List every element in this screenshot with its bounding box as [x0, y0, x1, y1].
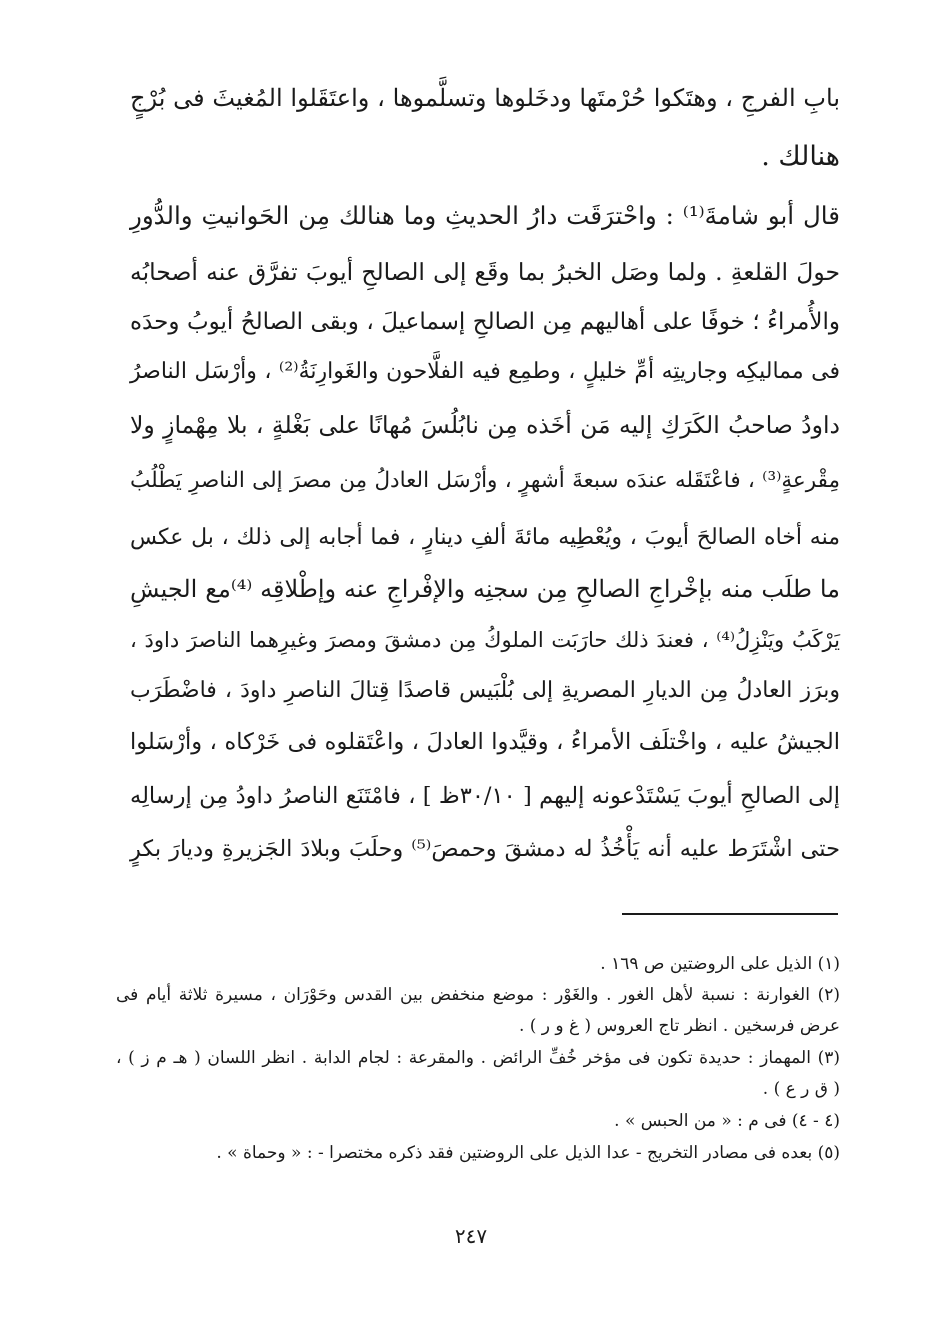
- body-line: إلى الصالحِ أيوبَ يَسْتَدْعونه إليهم [ ٣٠/١٠ظ ] ، فامْتَنَع الناصرُ داودُ مِن إرسالِه: [130, 783, 840, 809]
- footnote-line: (٤ - ٤) فى م : « من الحبس » .: [614, 1111, 840, 1131]
- body-line: والأُمراءُ ؛ خوفًا على أهاليهم مِن الصالحِ إسماعيلَ ، وبقى الصالحُ أيوبُ وحدَه: [130, 309, 840, 335]
- body-line: مِقْرعةٍ⁽³⁾ ، فاعْتَقَله عندَه سبعةَ أشهرٍ ، وأرْسَل العادلُ مِن مصرَ إلى الناصرِ يَطْلُبُ: [130, 468, 840, 493]
- body-line: قال أبو شامةَ⁽¹⁾ : واحْترَقَت دارُ الحديثِ وما هنالك مِن الحَوانيتِ والدُّورِ: [130, 201, 840, 230]
- footnote-line: (٣) المهماز : حديدة تكون فى مؤخر خُفِّ الرائض . والمقرعة : لجام الدابة . انظر اللسان ( هـ م ز ) ،: [116, 1048, 840, 1068]
- footnote-line: (٢) الغوارنة : نسبة لأهل الغور . والغَوْر : موضع منخفض بين القدس وحَوْرَان ، مسيرة ثلاثة أيام فى: [116, 985, 840, 1005]
- page-number: ٢٤٧: [454, 1224, 488, 1248]
- body-line: بابِ الفرجِ ، وهتَكوا حُرْمتَها ودخَلوها وتسلَّموها ، واعتَقَلوا المُغيثَ فى بُرْجٍ: [130, 84, 840, 112]
- body-line: ما طلَب منه بإخْراجِ الصالحِ مِن سجنِه والإفْراجِ عنه وإطْلاقِه ⁽⁴⁾مع الجيشِ: [130, 575, 840, 603]
- body-line: فى مماليكِه وجاريتِه أمِّ خليلٍ ، وطمِع فيه الفلَّاحون والغَوارِنَةُ⁽²⁾ ، وأرْسَل الناصرُ: [130, 359, 841, 384]
- body-line: هنالك .: [761, 141, 840, 172]
- body-line: داودُ صاحبُ الكَرَكِ إليه مَن أخَذه مِن نابُلُسَ مُهانًا على بَغْلةٍ ، بلا مِهْمازٍ ولا: [130, 411, 840, 439]
- footnote-separator: [622, 913, 838, 915]
- body-line: وبرَز العادلُ مِن الديارِ المصريةِ إلى بُلْبَيس قاصدًا قِتالَ الناصرِ داودَ ، فاضْطَرَب: [130, 678, 840, 703]
- body-line: حولَ القلعةِ . ولما وصَل الخبرُ بما وقَع إلى الصالحِ أيوبَ تفرَّق عنه أصحابُه: [130, 258, 840, 286]
- footnote-line: (٥) بعده فى مصادر التخريج - عدا الذيل على الروضتين فقد ذكره مختصرا - : « وحماة » .: [216, 1143, 840, 1163]
- footnote-line: عرض فرسخين . انظر تاج العروس ( غ و ر ) .: [518, 1016, 840, 1036]
- body-line: يَرْكَبُ ويَنْزِلُ⁽⁴⁾ ، فعندَ ذلك حارَبَت الملوكُ مِن دمشقَ ومصرَ وغيرِهما الناصرَ داودَ ،: [130, 628, 840, 652]
- body-line: منه أخاه الصالحَ أيوبَ ، ويُعْطِيه مائةَ ألفِ دينارٍ ، فما أجابه إلى ذلك ، بل عكس: [130, 525, 840, 550]
- footnote-line: ( ق ر ع ) .: [762, 1079, 840, 1099]
- body-line: حتى اشْتَرَط عليه أنه يَأْخُذُ له دمشقَ وحمصَ⁽⁵⁾ وحلَبَ وبلادَ الجَزيرةِ وديارَ بكرٍ: [130, 836, 841, 862]
- body-line: الجيشُ عليه ، واخْتلَف الأمراءُ ، وقيَّدوا العادلَ ، واعْتَقلوه فى خَرْكاه ، وأرْسَلوا: [130, 729, 840, 755]
- footnote-line: (١) الذيل على الروضتين ص ١٦٩ .: [600, 954, 840, 974]
